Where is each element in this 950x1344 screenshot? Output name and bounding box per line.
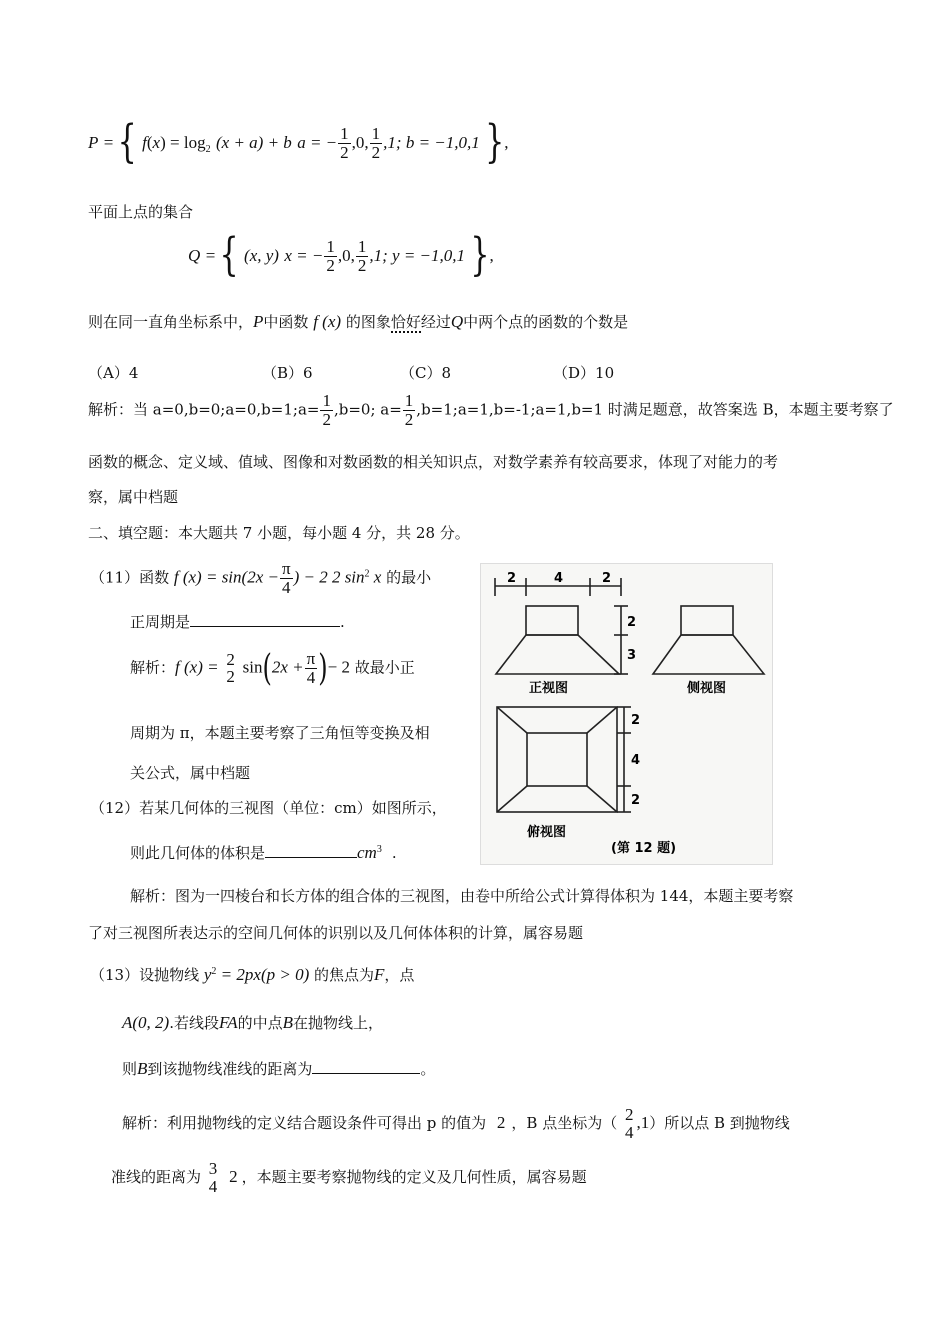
q-intro: 平面上点的集合 — [88, 203, 194, 221]
fraction-half: $\frac{1}{2}$ — [340, 124, 349, 162]
fraction-half: $\frac{1}{2}$ — [326, 237, 335, 275]
fraction-half: $\frac{1}{2}$ — [357, 237, 367, 275]
q11-analysis-line2: 周期为 π，本题主要考察了三角恒等变换及相 — [130, 724, 430, 742]
fraction-half: $\frac{1}{2}$ — [371, 124, 381, 162]
q11-analysis-line3: 关公式，属中档题 — [130, 764, 251, 782]
top-view-inner — [527, 733, 587, 786]
dim-label: 2 — [627, 615, 637, 630]
q12-analysis-line1: 解析：图为一四棱台和长方体的组合体的三视图，由卷中所给公式计算得体积为 144，本题主要考察 — [130, 887, 794, 905]
answer-blank[interactable] — [190, 612, 340, 627]
q13-analysis-line1: 解析：利用抛物线的定义结合题设条件可得出 p 的值为 2 ，B 点坐标为（ 2 4 ,1）所以点 B 到抛物线 — [122, 1105, 790, 1142]
dim-label: 4 — [554, 571, 564, 586]
q11-analysis: 解析：f (x) = 2 2 sin(2x + $\frac{\pi}{4}$ )− 2 故最小正 — [130, 647, 415, 690]
dim-label: 2 — [507, 571, 517, 586]
q12-line2: 则此几何体的体积是 $cm^3$ . — [130, 843, 397, 862]
dim-label: 3 — [627, 648, 637, 663]
q13-line3: 则B到该抛物线准线的距离为 。 — [122, 1059, 436, 1078]
front-view-box — [526, 606, 578, 635]
q10-analysis-line2: 函数的概念、定义域、值域、图像和对数函数的相关知识点，对数学素养有较高要求，体现了对能力的考 — [88, 453, 779, 471]
left-brace: { — [117, 116, 137, 169]
figure-caption: (第 12 题) — [611, 841, 677, 856]
dim-label: 2 — [631, 793, 641, 808]
q-set-formula: Q = { (x, y) x = − $\frac{1}{2}$ ,0, $\frac{1}{2}$ ,1; y = −1,0,1 }, — [188, 229, 494, 282]
choice-a: （A）4 — [88, 364, 139, 382]
left-brace: { — [219, 229, 239, 282]
q11-line2: 正周期是 . — [130, 613, 345, 631]
right-brace: } — [485, 116, 505, 169]
side-view-frustum — [653, 635, 764, 674]
p-symbol: P — [88, 132, 99, 152]
top-view-label: 俯视图 — [527, 825, 567, 840]
p-set-formula: P = { $f(x) = \log_2 (x + a) + b$ a = − $\frac{1}{2}$ ,0, $\frac{1}{2}$ ,1; b = −1,0,1 }, — [88, 116, 509, 169]
q13-analysis-line2: 准线的距离为 3 4 2 ，本题主要考察抛物线的定义及几何性质，属容易题 — [111, 1159, 587, 1196]
q13-line2: A(0, 2).若线段FA的中点B在抛物线上， — [122, 1013, 383, 1032]
right-brace: } — [470, 229, 490, 282]
q10-analysis-line3: 察，属中档题 — [88, 488, 179, 506]
section-heading: 二、填空题：本大题共 7 小题，每小题 4 分，共 28 分。 — [88, 524, 470, 542]
choice-c: （C）8 — [400, 364, 452, 382]
dim-label: 4 — [631, 753, 641, 768]
answer-blank[interactable] — [265, 843, 357, 858]
three-view-diagram — [481, 564, 772, 864]
q12-stem: （12）若某几何体的三视图（单位：cm）如图所示， — [90, 799, 447, 817]
front-view-label: 正视图 — [529, 681, 569, 696]
side-view-box — [681, 606, 733, 635]
q11-stem: （11）函数 f (x) = sin(2x − $\frac{\pi}{4}$ ) − 2 2 $\sin^2 x$ 的最小 — [90, 559, 432, 597]
choice-d: （D）10 — [553, 364, 615, 382]
question-stem: 则在同一直角坐标系中，P中函数 f (x) 的图象恰好经过Q中两个点的函数的个数是 — [88, 312, 629, 331]
choice-b: （B）6 — [262, 364, 313, 382]
q10-analysis-line1: 解析：当 a=0,b=0;a=0,b=1;a= $\frac{1}{2}$ ,b=0; a= $\frac{1}{2}$ ,b=1;a=1,b=-1;a=1,b=1 时满足题意，故答案选 B，本题主要考察了 — [88, 391, 894, 429]
q12-analysis-line2: 了对三视图所表达示的空间几何体的识别以及几何体体积的计算，属容易题 — [88, 924, 584, 942]
dim-label: 2 — [631, 713, 641, 728]
q13-stem: （13）设抛物线 $y^2 = 2px(p > 0)$ 的焦点为F，点 — [90, 965, 415, 984]
emphasis-text: 恰好 — [390, 313, 421, 331]
side-view-label: 侧视图 — [687, 681, 727, 696]
dim-label: 2 — [602, 571, 612, 586]
answer-blank[interactable] — [312, 1059, 420, 1074]
three-view-figure — [480, 563, 773, 865]
front-view-frustum — [496, 635, 619, 674]
